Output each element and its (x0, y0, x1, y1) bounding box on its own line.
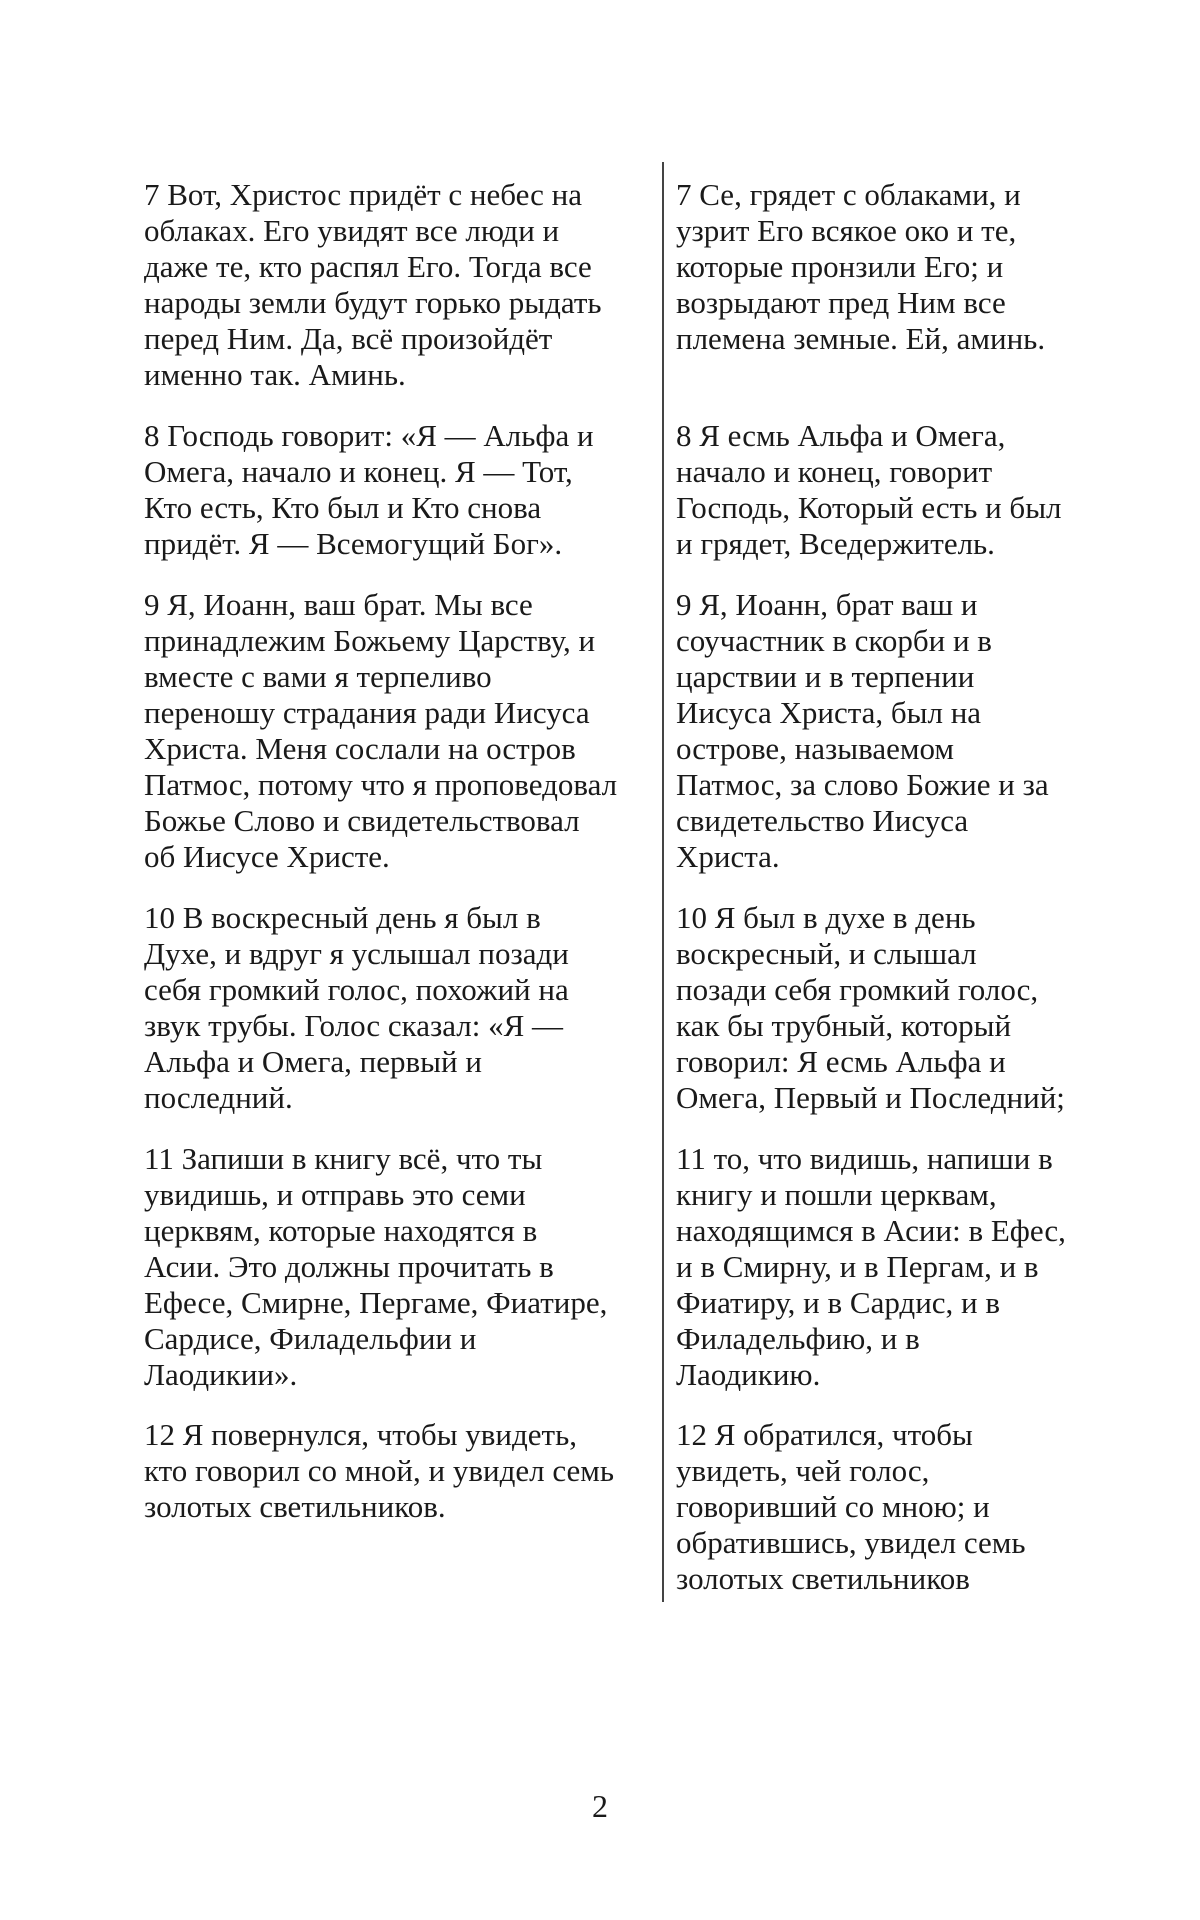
page-number: 2 (592, 1788, 608, 1824)
left-verse-9: 9 Я, Иоанн, ваш брат. Мы все принадлежим Божьему Царству, и вместе с вами я терпеливо переношу страдания ради Иисуса Христа. Меня сослали на остров Патмос, потому что я проповедовал Божье Слово и свидетельствовал об Иисусе Христе. (144, 587, 618, 874)
left-verse-7: 7 Вот, Христос придёт с небес на облаках. Его увидят все люди и даже те, кто распял Его. Тогда все народы земли будут горько рыдать перед Ним. Да, всё произойдёт именно так. Аминь. (144, 177, 602, 392)
right-verse-12: 12 Я обратился, чтобы увидеть, чей голос, говоривший со мною; и обратившись, увидел семь золотых светильников (676, 1417, 1026, 1596)
right-verse-10: 10 Я был в духе в день воскресный, и слышал позади себя громкий голос, как бы трубный, который говорил: Я есмь Альфа и Омега, Первый и Последний; (676, 900, 1065, 1115)
left-verse-10: 10 В воскресный день я был в Духе, и вдруг я услышал позади себя громкий голос, похожий на звук трубы. Голос сказал: «Я — Альфа и Омега, первый и последний. (144, 900, 569, 1115)
right-verse-7: 7 Се, грядет с облаками, и узрит Его всякое око и те, которые пронзили Его; и возрыдают пред Ним все племена земные. Ей, аминь. (676, 177, 1046, 356)
right-verse-8: 8 Я есмь Альфа и Омега, начало и конец, говорит Господь, Который есть и был и грядет, Вседержитель. (676, 418, 1062, 561)
right-verse-9: 9 Я, Иоанн, брат ваш и соучастник в скорби и в царствии и в терпении Иисуса Христа, был на острове, называемом Патмос, за слово Божие и за свидетельство Иисуса Христа. (676, 587, 1049, 874)
left-verse-11: 11 Запиши в книгу всё, что ты увидишь, и отправь это семи церквям, которые находятся в Асии. Это должны прочитать в Ефесе, Смирне, Пергаме, Фиатире, Сардисе, Филадельфии и Лаодикии». (144, 1141, 608, 1392)
column-divider (662, 162, 664, 1602)
left-verse-8: 8 Господь говорит: «Я — Альфа и Омега, начало и конец. Я — Тот, Кто есть, Кто был и Кто снова придёт. Я — Всемогущий Бог». (144, 418, 594, 561)
right-verse-11: 11 то, что видишь, напиши в книгу и пошли церквам, находящимся в Асии: в Ефес, и в Смирну, и в Пергам, и в Фиатиру, и в Сардис, и в Филадельфию, и в Лаодикию. (676, 1141, 1066, 1392)
left-verse-12: 12 Я повернулся, чтобы увидеть, кто говорил со мной, и увидел семь золотых светильников. (144, 1417, 614, 1524)
